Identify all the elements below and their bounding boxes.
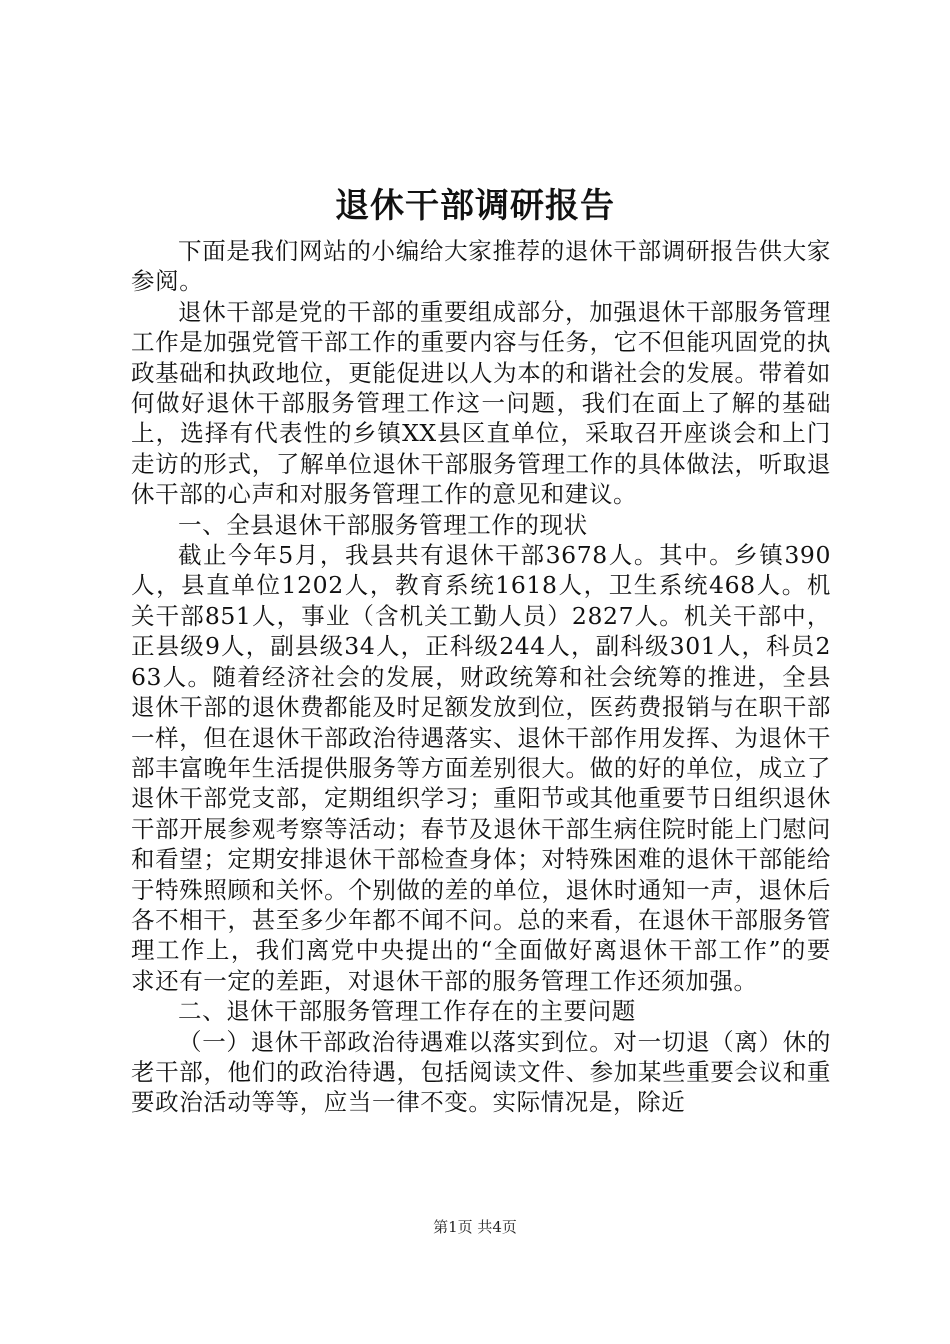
document-body [131, 236, 831, 1118]
intro-paragraph: 下面是我们网站的小编给大家推荐的退休干部调研报告供大家参阅。 [131, 237, 831, 296]
section-heading-status: 一、全县退休干部服务管理工作的现状 [178, 510, 588, 539]
background-paragraph: 退休干部是党的干部的重要组成部分，加强退休干部服务管理工作是加强党管干部工作的重要内容与任务，它不但能巩固党的执政基础和执政地位，更能促进以人为本的和谐社会的发展。带着如何做好退休干部服务管理工作这一问题，我们在面上了解的基础上，选择有代表性的乡镇XX县区直单位，采取召开座谈会和上门走访的形式，了解单位退休干部服务管理工作的具体做法，听取退休干部的心声和对服务管理工作的意见和建议。 [131, 297, 831, 509]
page-footer: 第1页 共4页 [433, 1218, 517, 1236]
status-paragraph: 截止今年5月，我县共有退休干部3678人。其中。乡镇390人，县直单位1202人，教育系统1618人，卫生系统468人。机关干部851人，事业（含机关工勤人员）2827人。机关干部中，正县级9人，副县级34人，正科级244人，副科级301人，科员263人。随着经济社会的发展，财政统筹和社会统筹的推进，全县退休干部的退休费都能及时足额发放到位，医药费报销与在职干部一样，但在退休干部政治待遇落实、退休干部作用发挥、为退休干部丰富晚年生活提供服务等方面差别很大。做的好的单位，成立了退休干部党支部，定期组织学习；重阳节或其他重要节日组织退休干部开展参观考察等活动；春节及退休干部生病住院时能上门慰问和看望；定期安排退休干部检查身体；对特殊困难的退休干部能给于特殊照顾和关怀。个别做的差的单位，退休时通知一声，退休后各不相干，甚至多少年都不闻不问。总的来看，在退休干部服务管理工作上，我们离党中央提出的“全面做好离退休干部工作”的要求还有一定的差距，对退休干部的服务管理工作还须加强。 [131, 541, 831, 995]
document-title: 退休干部调研报告 [335, 186, 615, 226]
problem-paragraph-1: （一）退休干部政治待遇难以落实到位。对一切退（离）休的老干部，他们的政治待遇，包括阅读文件、参加某些重要会议和重要政治活动等等，应当一律不变。实际情况是，除近 [131, 1027, 831, 1117]
section-heading-problems: 二、退休干部服务管理工作存在的主要问题 [178, 997, 636, 1026]
